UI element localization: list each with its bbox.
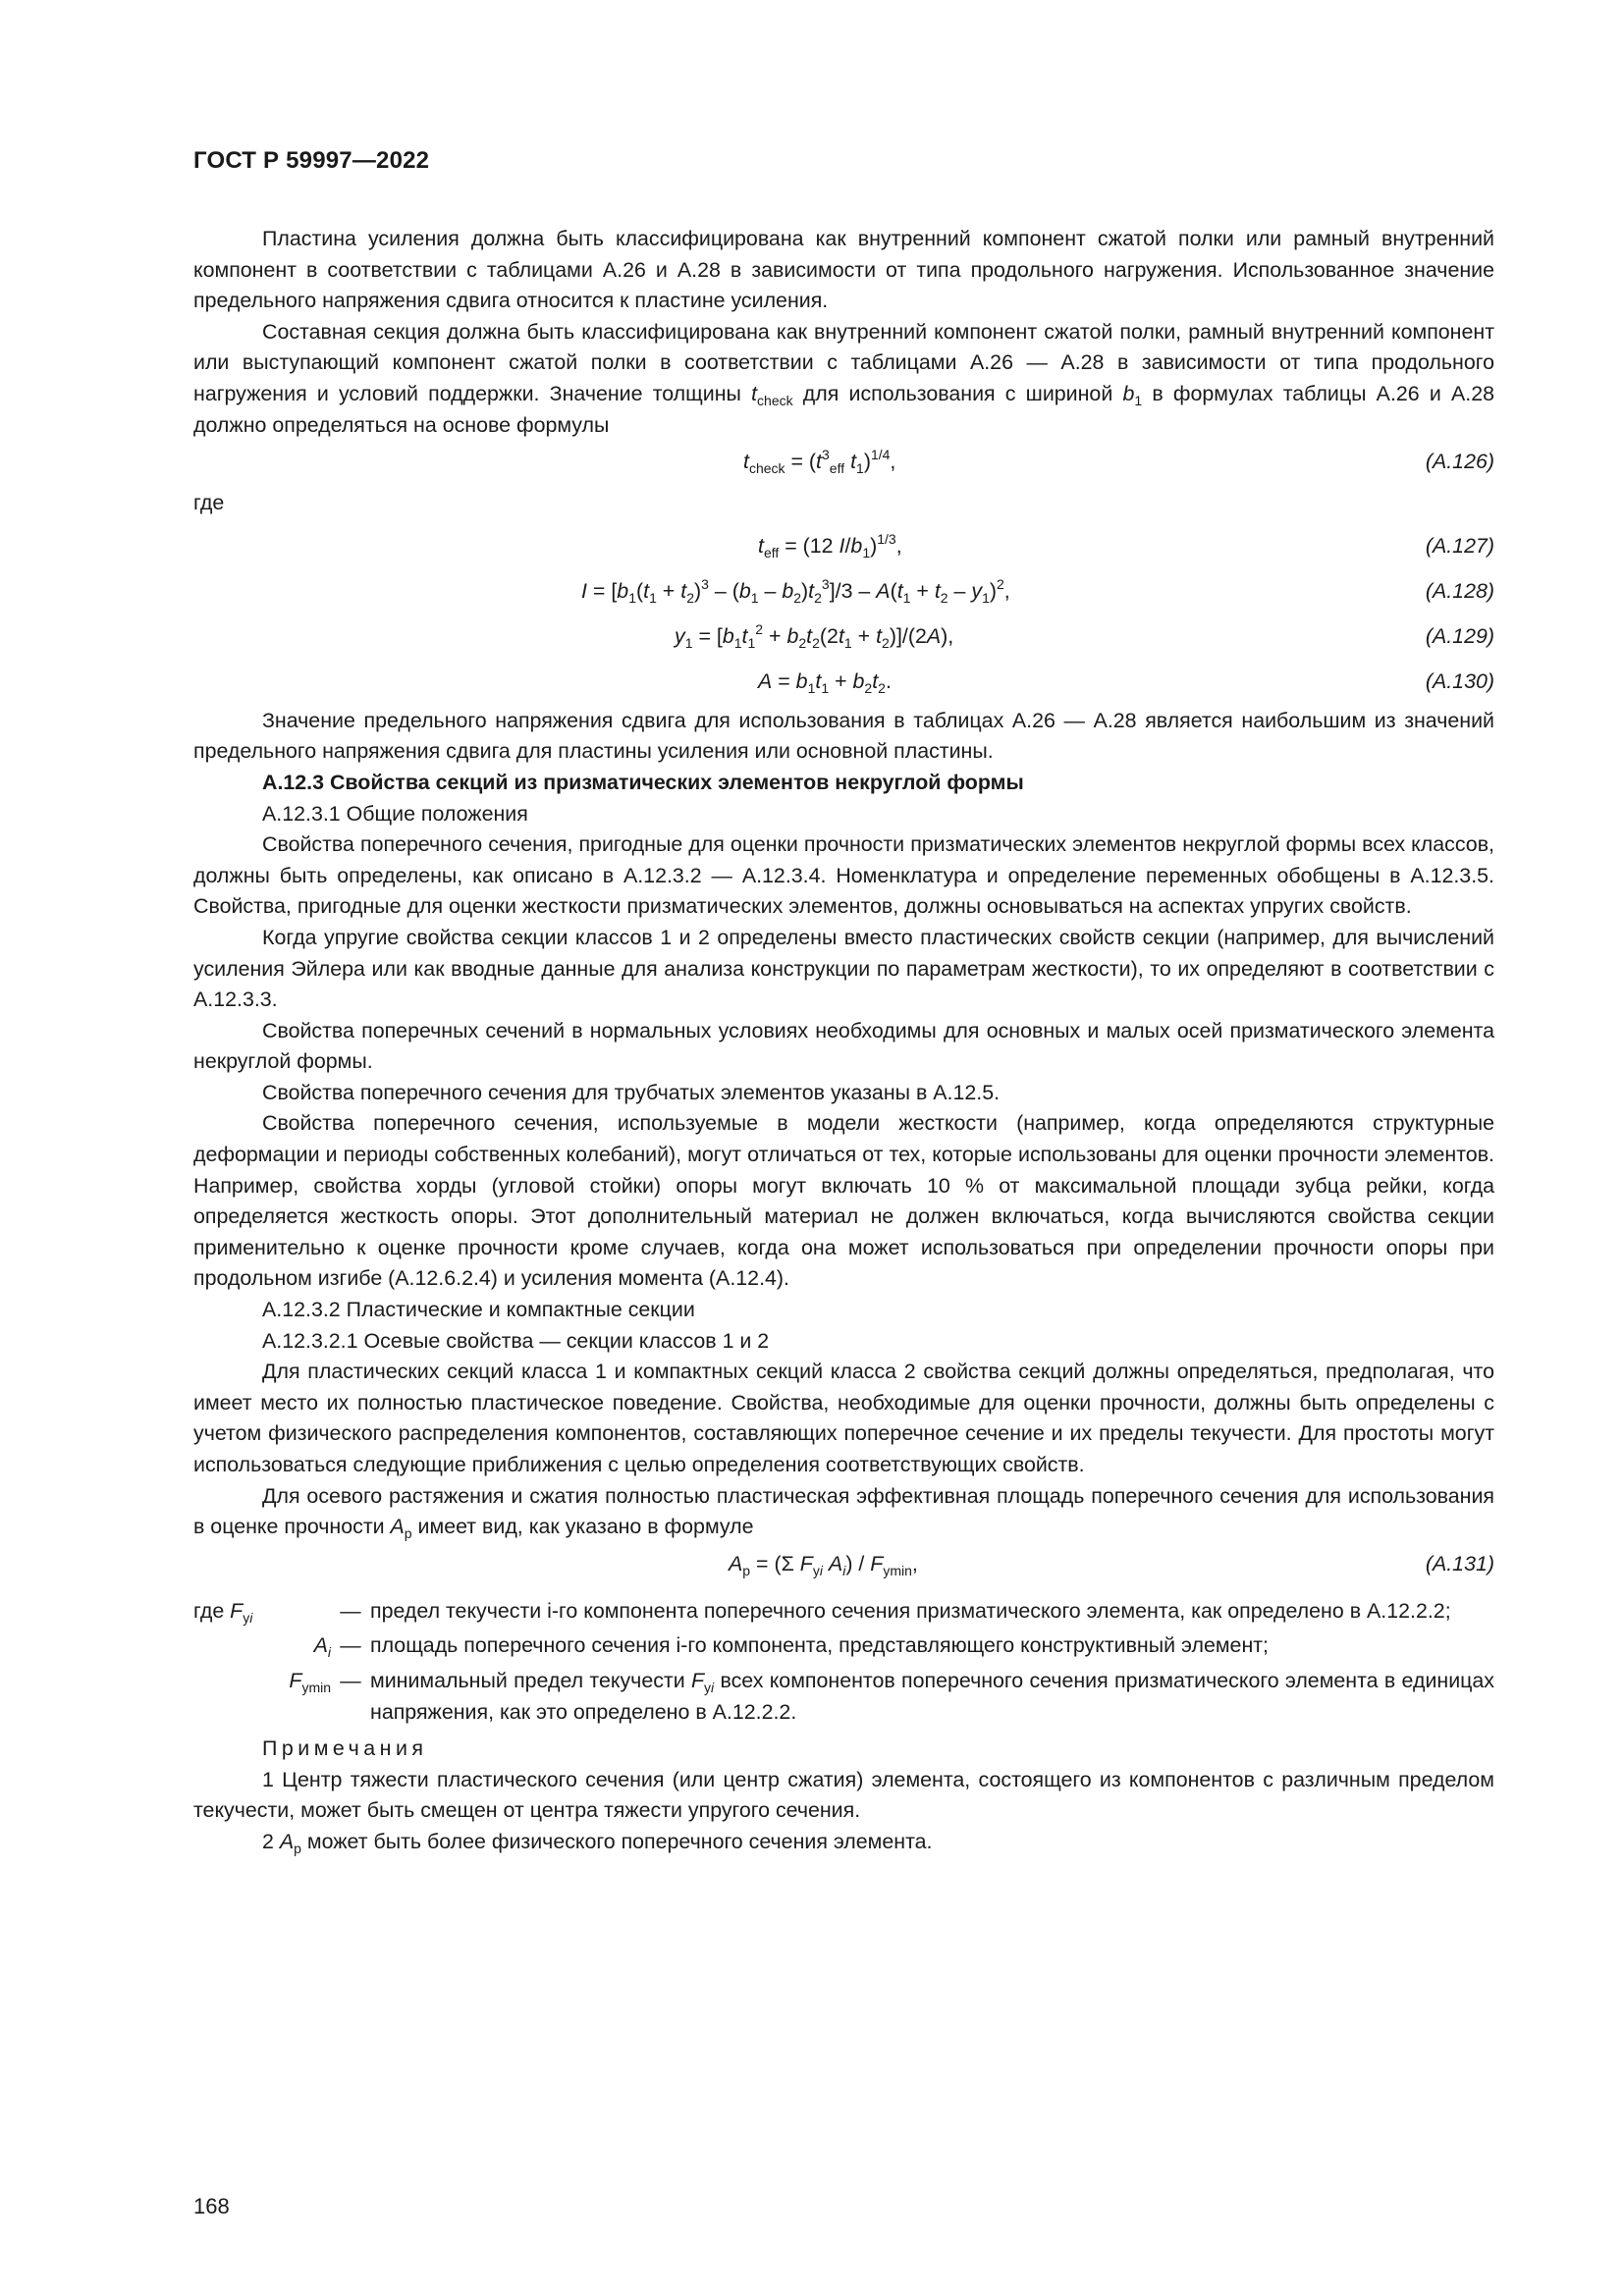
- paragraph-axial-tension: Для осевого растяжения и сжатия полностью пластическая эффективная площадь поперечного сечения для использования в оценке прочности $A_p$ имеет вид, как указано в формуле: [193, 1483, 1494, 1542]
- equation-number: (А.127): [1425, 533, 1494, 558]
- equation-number: (А.131): [1425, 1551, 1494, 1575]
- page-number: 168: [193, 2194, 230, 2218]
- paragraph-stiffness-model: Свойства поперечного сечения, используемые в модели жесткости (например, когда определяются структурные деформации и периоды собственных колебаний), могут отличаться от тех, которые использованы для оценки прочности элементов. Например, свойства хорды (угловой стойки) опоры могут включать 10 % от максимальной площади зубца рейки, когда определяется жесткость опоры. Этот дополнительный материал не должен включаться, когда вычисляются свойства секции применительно к оценке прочности кроме случаев, когда она может использоваться при определении прочности опоры при продольном изгибе (А.12.6.2.4) и усиления момента (А.12.4).: [193, 1111, 1494, 1291]
- paragraph-elastic-properties: Когда упругие свойства секции классов 1 и 2 определены вместо пластических свойств секции (например, для вычислений усиления Эйлера или как вводные данные для анализа конструкции по параметрам жесткости), то их определяют в соответствии с А.12.3.3.: [193, 925, 1494, 1012]
- formula-a131: $A_p = (\Sigma$ $F_{yi}$ $A_i) / F_{ymin}$, (А.131): [193, 1543, 1494, 1588]
- definition-fymin: $F_{ymin}$ — минимальный предел текучести $F_{yi}$ всех компонентов поперечного сечения призматического элемента в единицах напряжения, как это определено в А.12.2.2.: [289, 1668, 1494, 1724]
- paragraph-reinforcement-plate: Пластина усиления должна быть классифицирована как внутренний компонент сжатой полки или рамный внутренний компонент в соответствии с таблицами А.26 и А.28 в зависимости от типа продольного нагружения. Использованное значение предельного напряжения сдвига относится к пластине усиления.: [193, 227, 1494, 313]
- equation-number: (А.130): [1425, 668, 1494, 693]
- definitions-list: [193, 1596, 1494, 1728]
- paragraph-tubular-members: Свойства поперечного сечения для трубчатых элементов указаны в А.12.5.: [262, 1080, 1001, 1104]
- notes-title: Примечания: [262, 1736, 428, 1761]
- equation-number: (А.128): [1425, 578, 1494, 603]
- paragraph-section-properties: Свойства поперечного сечения, пригодные для оценки прочности призматических элементов некруглой формы всех классов, должны быть определены, как описано в А.12.3.2 — А.12.3.4. Номенклатура и определение переменных обобщены в А.12.3.5. Свойства, пригодные для оценки жесткости призматических элементов, должны основываться на аспектах упругих свойств.: [193, 832, 1494, 919]
- paragraph-plastic-sections: Для пластических секций класса 1 и компактных секций класса 2 свойства секций должны определяться, предполагая, что имеет место их полностью пластическое поведение. Свойства, необходимые для оценки прочности, должны быть определены с учетом физического распределения компонентов, составляющих поперечное сечение и их пределы текучести. Для простоты могут использоваться следующие приближения с целью определения соответствующих свойств.: [193, 1360, 1494, 1476]
- formula-a127: $t_{eff} = (12$ $I/b_1)^{1/3}$, (А.127): [758, 530, 1494, 561]
- subsection-heading-a12232: А.12.3.2 Пластические и компактные секции: [262, 1298, 695, 1322]
- formula-a129: $y_1 = [b_1t_1^2 + b_2t_2(2t_1 + t_2)]/(2A)$, (А.129): [675, 620, 1494, 651]
- subsection-heading-a12231: А.12.3.1 Общие положения: [262, 801, 528, 826]
- equation-number: (А.126): [1425, 450, 1494, 474]
- definition-ai: $A_i$ — площадь поперечного сечения i-го компонента, представляющего конструктивный элемент;: [313, 1633, 1269, 1661]
- document-header: ГОСТ Р 59997—2022: [193, 147, 430, 174]
- paragraph-normal-conditions: Свойства поперечных сечений в нормальных условиях необходимы для основных и малых осей призматического элемента некруглой формы.: [193, 1018, 1494, 1074]
- equation-number: (А.129): [1425, 623, 1494, 648]
- formula-a128: $I = [b_1(t_1 + t_2)^3 - (b_1 - b_2)t_2^3]/3 - A(t_1 + t_2 - y_1)^2$, (А.128): [581, 575, 1494, 606]
- note-1: 1 Центр тяжести пластического сечения (или центр сжатия) элемента, состоящего из компонентов с различным пределом текучести, может быть смещен от центра тяжести упругого сечения.: [193, 1767, 1494, 1823]
- formula-a126: $t_{check} = (t^3_{eff}$ $t_1)^{1/4}$, (А.126): [743, 447, 1494, 477]
- page-body: [193, 224, 1494, 1858]
- paragraph-composite-section: Составная секция должна быть классифицирована как внутренний компонент сжатой полки, рамный внутренний компонент или выступающий компонент сжатой полки в соответствии с таблицами А.26 — А.28 в зависимости от типа продольного нагружения и условий поддержки. Значение толщины $t_{check}$ для использования с шириной $b_1$ в формулах таблицы А.26 и А.28 должно определяться на основе формулы: [193, 319, 1494, 437]
- section-heading-a1223: А.12.3 Свойства секций из призматических элементов некруглой формы: [262, 770, 1024, 794]
- definition-fyi: где $F_{yi}$ — предел текучести i-го компонента поперечного сечения призматического элемента, как определено в А.12.2.2;: [193, 1598, 1451, 1626]
- formula-a130: $A = b_1t_1 + b_2t_2$. (А.130): [193, 661, 1494, 706]
- note-2: 2 $A_p$ может быть более физического поперечного сечения элемента.: [262, 1829, 933, 1856]
- subsection-heading-a122321: А.12.3.2.1 Осевые свойства — секции классов 1 и 2: [262, 1328, 770, 1353]
- paragraph-shear-stress: Значение предельного напряжения сдвига для использования в таблицах А.26 — А.28 является наибольшим из значений предельного напряжения сдвига для пластины усиления или основной пластины.: [193, 708, 1494, 764]
- where-label: где: [193, 491, 225, 515]
